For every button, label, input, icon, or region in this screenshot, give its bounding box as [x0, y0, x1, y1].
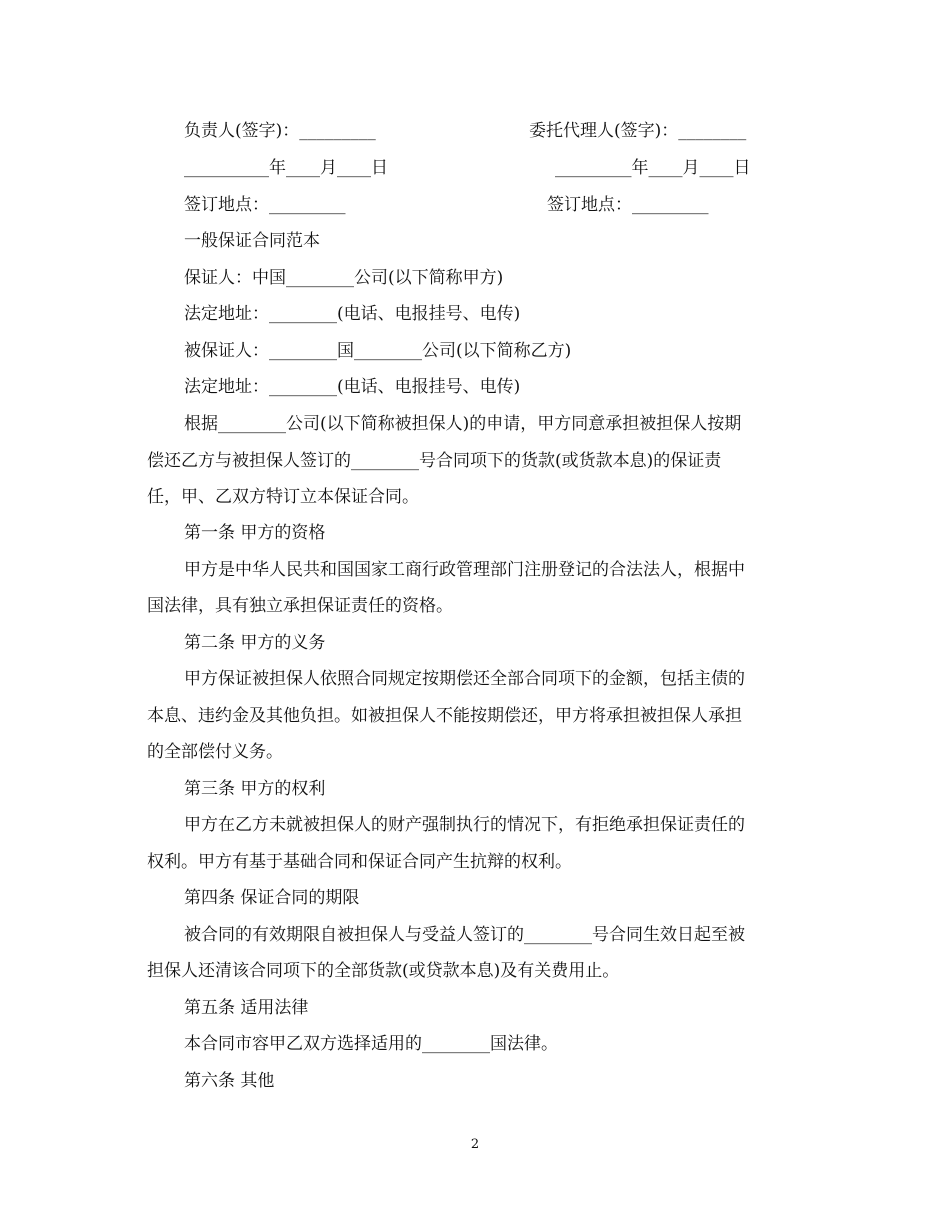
article-1-line-2: 国法律，具有独立承担保证责任的资格。 [147, 596, 453, 616]
right-signer-line: 委托代理人(签字)：________ [529, 121, 747, 141]
article-4-title: 第四条 保证合同的期限 [184, 888, 360, 908]
article-5-title: 第五条 适用法律 [184, 998, 309, 1018]
left-date-line: __________年____月____日 [184, 158, 388, 178]
article-5-line-1: 本合同市容甲乙双方选择适用的________国法律。 [184, 1034, 558, 1054]
article-4-line-1: 被合同的有效期限自被担保人与受益人签订的________号合同生效日起至被 [184, 925, 745, 945]
guarantor-line: 保证人：中国________公司(以下简称甲方) [184, 268, 504, 288]
page-number: 2 [470, 1137, 480, 1152]
article-6-title: 第六条 其他 [184, 1071, 275, 1091]
article-2-line-3: 的全部偿付义务。 [147, 742, 283, 762]
preamble-line-1: 根据________公司(以下简称被担保人)的申请，甲方同意承担被担保人按期 [184, 414, 742, 434]
article-2-line-1: 甲方保证被担保人依照合同规定按期偿还全部合同项下的金额，包括主债的 [184, 669, 745, 689]
right-place-line: 签订地点：_________ [547, 195, 709, 215]
article-3-title: 第三条 甲方的权利 [184, 779, 326, 799]
article-3-line-1: 甲方在乙方未就被担保人的财产强制执行的情况下，有拒绝承担保证责任的 [184, 815, 745, 835]
guaranteed-address-line: 法定地址：________(电话、电报挂号、电传) [184, 377, 521, 397]
preamble-line-2: 偿还乙方与被担保人签订的________号合同项下的货款(或货款本息)的保证责 [147, 451, 722, 471]
article-3-line-2: 权利。甲方有基于基础合同和保证合同产生抗辩的权利。 [147, 852, 572, 872]
article-1-line-1: 甲方是中华人民共和国国家工商行政管理部门注册登记的合法法人，根据中 [184, 560, 745, 580]
article-1-title: 第一条 甲方的资格 [184, 523, 326, 543]
guaranteed-line: 被保证人：________国________公司(以下简称乙方) [184, 341, 572, 361]
article-2-line-2: 本息、违约金及其他负担。如被担保人不能按期偿还，甲方将承担被担保人承担 [147, 706, 742, 726]
article-2-title: 第二条 甲方的义务 [184, 633, 326, 653]
article-4-line-2: 担保人还清该合同项下的全部货款(或贷款本息)及有关费用止。 [147, 961, 620, 981]
right-date-line: _________年____月____日 [555, 158, 751, 178]
contract-title: 一般保证合同范本 [184, 231, 320, 251]
left-signer-line: 负责人(签字)：_________ [184, 121, 376, 141]
left-place-line: 签订地点：_________ [184, 195, 346, 215]
preamble-line-3: 任，甲、乙双方特订立本保证合同。 [147, 487, 419, 507]
guarantor-address-line: 法定地址：________(电话、电报挂号、电传) [184, 304, 521, 324]
